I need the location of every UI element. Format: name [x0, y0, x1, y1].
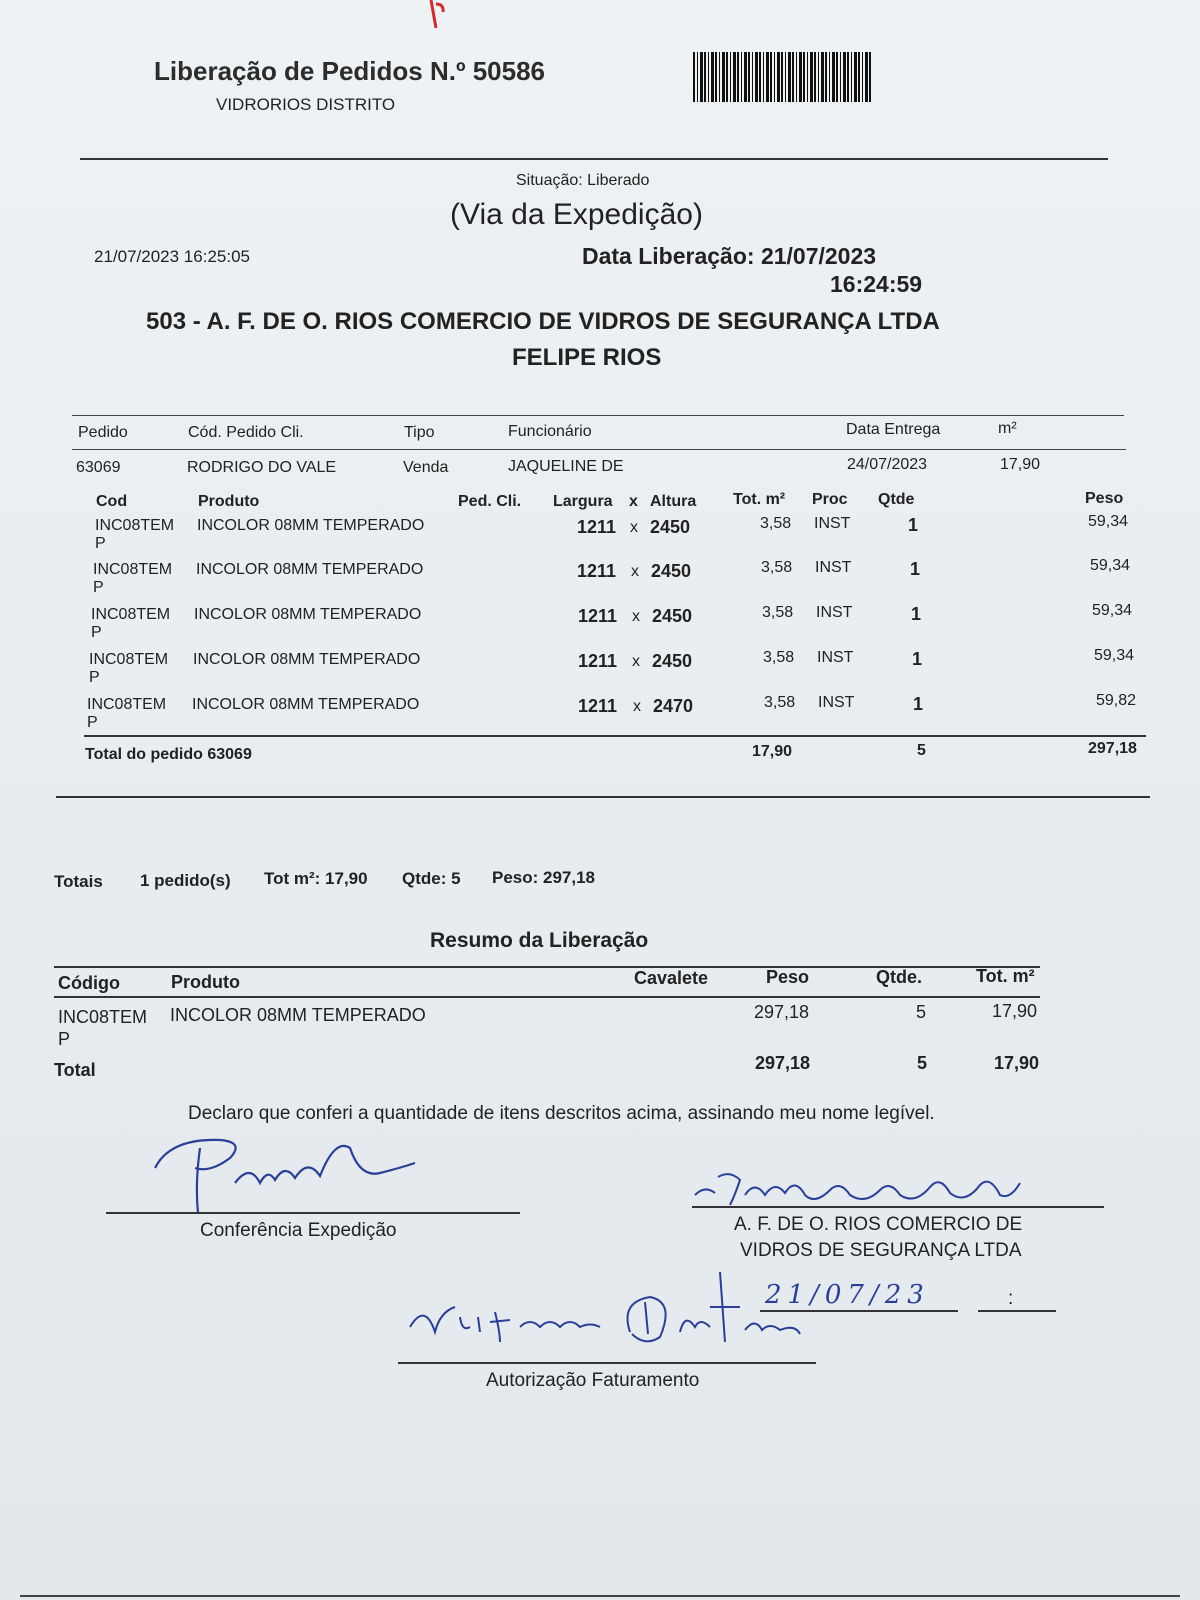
col-funcionario: Funcionário: [508, 423, 592, 440]
signature-conferencia: [150, 1128, 430, 1218]
item-tot-m2: 3,58: [762, 604, 794, 621]
client-name: 503 - A. F. DE O. RIOS COMERCIO DE VIDROS DE SEGURANÇA LTDA: [146, 308, 940, 335]
totals-qtde: Qtde: 5: [402, 869, 461, 888]
summary-codigo-suffix: P: [58, 1029, 71, 1049]
item-produto: INCOLOR 08MM TEMPERADO: [192, 696, 420, 713]
item-largura: 1211: [578, 696, 618, 716]
items-total-line: [84, 735, 1146, 737]
item-peso: 59,34: [1094, 647, 1135, 664]
order-total-qtde: 5: [917, 742, 926, 759]
item-cod-suffix: P: [87, 714, 98, 731]
summary-col-peso: Peso: [766, 967, 810, 987]
signature-label-right-2: VIDROS DE SEGURANÇA LTDA: [740, 1240, 1022, 1261]
company-short-name: VIDRORIOS DISTRITO: [216, 95, 396, 114]
page-bottom-line: [20, 1595, 1180, 1597]
item-col-altura: Altura: [650, 493, 697, 510]
item-x: x: [630, 519, 638, 536]
item-cod-suffix: P: [95, 535, 106, 552]
item-col-largura: Largura: [553, 493, 613, 510]
item-peso: 59,34: [1092, 602, 1133, 619]
order-number: 63069: [76, 459, 121, 476]
item-col-cod: Cod: [96, 493, 128, 510]
summary-col-tot-m2: Tot. m²: [976, 966, 1035, 986]
summary-tot-m2: 17,90: [992, 1001, 1038, 1021]
item-qtde: 1: [912, 649, 923, 669]
item-x: x: [632, 653, 640, 670]
col-pedido: Pedido: [78, 424, 128, 441]
status-text: Situação: Liberado: [516, 172, 650, 189]
order-employee: JAQUELINE DE: [508, 458, 624, 475]
signature-label-right-1: A. F. DE O. RIOS COMERCIO DE: [734, 1214, 1023, 1235]
handwritten-date: 21/07/23: [765, 1280, 930, 1310]
item-qtde: 1: [911, 604, 922, 624]
item-proc: INST: [814, 515, 851, 532]
red-pen-mark: [428, 0, 448, 30]
signature-label-bottom: Autorização Faturamento: [486, 1370, 700, 1391]
declaration-text: Declaro que conferi a quantidade de itens descritos acima, assinando meu nome legível.: [188, 1103, 935, 1124]
summary-col-cavalete: Cavalete: [634, 968, 709, 988]
summary-total-tot-m2: 17,90: [994, 1053, 1040, 1073]
document-title: Liberação de Pedidos N.º 50586: [154, 56, 545, 86]
item-proc: INST: [817, 649, 854, 666]
item-produto: INCOLOR 08MM TEMPERADO: [196, 561, 424, 578]
summary-qtde: 5: [916, 1002, 927, 1022]
printed-timestamp: 21/07/2023 16:25:05: [94, 247, 250, 266]
item-peso: 59,82: [1096, 692, 1137, 709]
signature-label-left: Conferência Expedição: [200, 1220, 397, 1241]
item-tot-m2: 3,58: [761, 559, 793, 576]
item-col-tot-m2: Tot. m²: [733, 491, 786, 508]
signature-line-bottom: [398, 1362, 816, 1364]
item-col-qtde: Qtde: [878, 491, 915, 508]
item-largura: 1211: [578, 651, 618, 671]
summary-total-qtde: 5: [917, 1053, 928, 1073]
item-cod-suffix: P: [89, 669, 100, 686]
item-qtde: 1: [908, 515, 919, 535]
release-time: 16:24:59: [830, 271, 923, 297]
order-table-top-line: [72, 415, 1124, 416]
time-line: [978, 1310, 1056, 1312]
summary-peso: 297,18: [754, 1002, 810, 1022]
summary-col-qtde: Qtde.: [876, 967, 923, 987]
item-cod: INC08TEM: [87, 696, 167, 713]
order-m2: 17,90: [1000, 456, 1041, 473]
item-col-peso: Peso: [1085, 490, 1124, 507]
item-proc: INST: [816, 604, 853, 621]
item-cod-suffix: P: [93, 579, 104, 596]
item-tot-m2: 3,58: [763, 649, 795, 666]
item-tot-m2: 3,58: [760, 515, 792, 532]
order-client-code: RODRIGO DO VALE: [187, 459, 337, 476]
barcode: [693, 52, 871, 102]
col-tipo: Tipo: [404, 424, 435, 441]
item-col-x: x: [629, 493, 638, 510]
time-separator: :: [1008, 1288, 1014, 1309]
item-altura: 2450: [651, 561, 692, 581]
summary-col-produto: Produto: [171, 972, 240, 992]
item-altura: 2450: [652, 651, 693, 671]
order-type: Venda: [403, 459, 449, 476]
item-altura: 2450: [650, 517, 691, 537]
release-date: Data Liberação: 21/07/2023: [582, 243, 877, 269]
summary-total-label: Total: [54, 1060, 96, 1080]
item-x: x: [631, 563, 639, 580]
item-altura: 2470: [653, 696, 694, 716]
section-divider: [56, 796, 1150, 798]
copy-label: (Via da Expedição): [450, 198, 703, 231]
totals-label: Totais: [54, 872, 103, 891]
summary-produto: INCOLOR 08MM TEMPERADO: [170, 1005, 426, 1025]
signature-line-right: [692, 1206, 1104, 1208]
signature-line-left: [106, 1212, 520, 1214]
item-qtde: 1: [913, 694, 924, 714]
item-qtde: 1: [910, 559, 921, 579]
totals-pedidos: 1 pedido(s): [140, 871, 231, 890]
item-largura: 1211: [578, 606, 618, 626]
item-altura: 2450: [652, 606, 693, 626]
item-cod: INC08TEM: [91, 606, 171, 623]
order-table-header-line: [72, 449, 1126, 450]
item-cod: INC08TEM: [95, 517, 175, 534]
order-delivery-date: 24/07/2023: [847, 456, 928, 473]
signature-faturamento: [400, 1272, 820, 1372]
item-x: x: [632, 608, 640, 625]
item-x: x: [633, 698, 641, 715]
col-m2: m²: [998, 420, 1017, 437]
summary-codigo: INC08TEM: [58, 1007, 148, 1027]
item-largura: 1211: [577, 517, 617, 537]
item-proc: INST: [818, 694, 855, 711]
item-proc: INST: [815, 559, 852, 576]
client-contact: FELIPE RIOS: [512, 344, 662, 371]
order-total-m2: 17,90: [752, 743, 793, 760]
summary-total-peso: 297,18: [755, 1053, 811, 1073]
summary-col-codigo: Código: [58, 973, 120, 993]
order-total-label: Total do pedido 63069: [85, 746, 252, 763]
totals-m2: Tot m²: 17,90: [264, 869, 368, 888]
item-peso: 59,34: [1088, 513, 1129, 530]
item-cod-suffix: P: [91, 624, 102, 641]
item-col-produto: Produto: [198, 493, 260, 510]
summary-title: Resumo da Liberação: [430, 929, 649, 952]
item-produto: INCOLOR 08MM TEMPERADO: [193, 651, 421, 668]
item-col-ped-cli: Ped. Cli.: [458, 493, 522, 510]
header-divider: [80, 158, 1108, 160]
summary-header-line: [54, 996, 1040, 998]
totals-peso: Peso: 297,18: [492, 868, 596, 887]
item-col-proc: Proc: [812, 491, 848, 508]
col-data-entrega: Data Entrega: [846, 421, 941, 438]
item-cod: INC08TEM: [93, 561, 173, 578]
item-produto: INCOLOR 08MM TEMPERADO: [194, 606, 422, 623]
item-largura: 1211: [577, 561, 617, 581]
order-total-peso: 297,18: [1088, 740, 1137, 757]
item-cod: INC08TEM: [89, 651, 169, 668]
col-cod-pedido-cli: Cód. Pedido Cli.: [188, 424, 304, 441]
item-produto: INCOLOR 08MM TEMPERADO: [197, 517, 425, 534]
item-tot-m2: 3,58: [764, 694, 796, 711]
item-peso: 59,34: [1090, 557, 1131, 574]
